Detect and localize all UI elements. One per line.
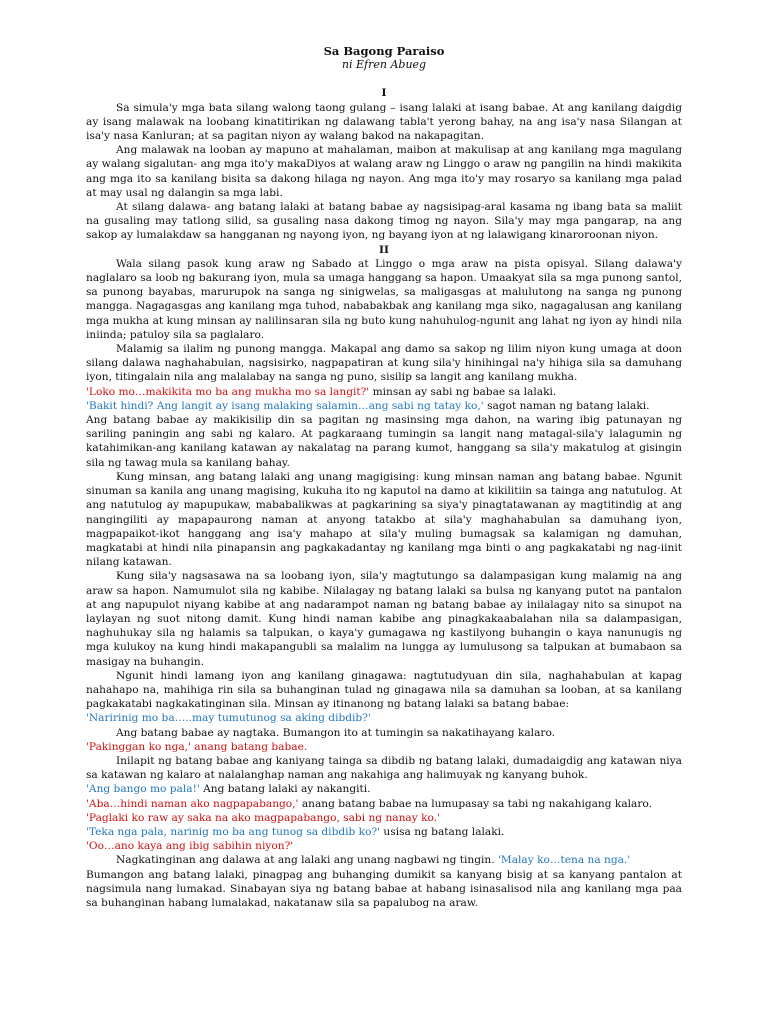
paragraph — [86, 342, 682, 385]
paragraph — [86, 101, 682, 144]
narration-text: Ang batang lalaki ay nakangiti. — [199, 783, 371, 796]
dialogue-text: 'Oo…ano kaya ang ibig sabihin niyon?' — [86, 840, 294, 853]
paragraph — [86, 811, 682, 825]
paragraph — [86, 470, 682, 569]
dialogue-text: 'Loko mo…makikita mo ba ang mukha mo sa langit?' — [86, 385, 370, 398]
paragraph — [86, 385, 682, 399]
paragraph — [86, 200, 682, 243]
paragraph — [86, 726, 682, 740]
paragraph — [86, 669, 682, 712]
narration-text: At silang dalawa- ang batang lalaki at batang babae ay nagsisipag-aral kasama ng ibang bata sa maliit na gusaling may tatlong silid, sa gusaling nasa dakong timog ng nayon. Sila'y may mga pangarap, na ang sakop ay lumalakdaw sa hangganan ng nayong iyon, ng bayang iyon at ng lalawigang kinaroroonan niyon. — [86, 201, 682, 242]
narration-text: Ngunit hindi lamang iyon ang kanilang ginagawa: nagtutudyuan din sila, naghahabulan at kapag nahahapo na, mahihiga rin sila sa buhanginan tulad ng ginagawa nila sa damuhan sa looban, at sa kanilang pagkakatabi nagkakatinginan sila. Minsan ay itinanong ng batang lalaki sa batang babae: — [86, 669, 682, 711]
dialogue-text: 'Bakit hindi? Ang langit ay isang malaking salamin…ang sabi ng tatay ko,' — [86, 399, 484, 412]
dialogue-text: 'Ang bango mo pala!' — [86, 783, 200, 796]
narration-text: Bumangon ang batang lalaki, pinagpag ang buhanging dumikit sa kanyang bisig at sa kanyang pantalon at nagsimula nang lumakad. Sinabayan siya ng batang babae at habang isinasalisod nila ang kanilang mga paa sa buhanginan habang lumalakad, nakatanaw sila sa papalubog na araw. — [86, 868, 682, 909]
narration-text: usisa ng batang lalaki. — [380, 825, 505, 838]
paragraph — [86, 399, 682, 413]
paragraph — [86, 839, 682, 853]
story-title: Sa Bagong Paraiso — [323, 44, 445, 58]
narration-text: Ang batang babae ay makikisilip din sa pagitan ng masinsing mga dahon, na waring ibig patunayan ng sariling paningin ang sabi ng kalaro. At pagkaraang tumingin sa langit nang matagal-sila'y lalagumin ng katahimikan-ang kanilang katawan ay nakalatag na parang kumot, hanggang sa sila'y makatulog at gisingin sila ng tawag mula sa kanilang bahay. — [86, 414, 682, 469]
paragraph — [86, 413, 682, 470]
paragraph — [86, 797, 682, 811]
document-page — [86, 40, 682, 910]
section-heading: II — [379, 243, 389, 256]
narration-text: Malamig sa ilalim ng punong mangga. Makapal ang damo sa sakop ng lilim niyon kung umaga at doon silang dalawa naghahabulan, nagsisirko, nagpapatiran at kung sila'y hinihingal na'y hihiga sila sa damuhang iyon, titingalain nila ang malalabay na sanga ng puno, sisilip sa langit ang kanilang mukha. — [86, 343, 682, 384]
paragraph — [86, 143, 682, 200]
paragraph — [86, 754, 682, 782]
dialogue-text: 'Aba…hindi naman ako nagpapabango,' — [86, 797, 299, 810]
narration-text: minsan ay sabi ng babae sa lalaki. — [369, 385, 557, 398]
narration-text: Kung minsan, ang batang lalaki ang unang magigising: kung minsan naman ang batang babae. Ngunit sinuman sa kanila ang unang magising, kukuha ito ng kaputol na damo at kikilitiin sa tainga ang natutulog. At ang natutulog ay mapupukaw, mababalikwas at pagkarining sa siya'y pinagtatawanan ay magtitindig at ang nangingiliti ay mapapaurong naman at anyong tatakbo at sila'y maghahabulan sa damuhang iyon, magpapaikot-ikot hanggang ang isa'y mahapo at sila'y muling bumagsak sa kalamigan ng damuhan, magkatabi at hindi nila pinapansin ang pagkakadantay ng kanilang mga binti o ang pagkakatabi ng nag-iinit nilang katawan. — [86, 470, 682, 569]
narration-text: Kung sila'y nagsasawa na sa loobang iyon, sila'y magtutungo sa dalampasigan kung malamig na ang araw sa hapon. Namumulot sila ng kabibe. Nilalagay ng batang lalaki sa bulsa ng kanyang putot na pantalon at ang napupulot niyang kabibe at ang nadarampot naman ng batang babae ay inilalagay nito sa sinupot na laylayan ng suot nitong damit. Kung hindi naman kabibe ang pinagkakaabalahan nila sa dalampasigan, naghuhukay sila ng halamis sa talpukan, o kaya'y gumagawa ng kastilyong buhangin o kaya nanunugis ng mga kulukoy na kung hindi makapangubli sa malalim na lungga ay lumulusong sa talpukan at bumabaon sa masigay na buhangin. — [86, 570, 682, 668]
paragraph — [86, 257, 682, 342]
paragraph — [86, 782, 682, 796]
paragraph — [86, 825, 682, 839]
narration-text: Inilapit ng batang babae ang kaniyang tainga sa dibdib ng batang lalaki, dumadaigdig ang katawan niya sa katawan ng kalaro at nalalanghap naman ang nakahiga ang halimuyak ng kanyang buhok. — [86, 754, 682, 782]
dialogue-text: 'Pakinggan ko nga,' anang batang babae. — [86, 740, 308, 753]
paragraph — [86, 868, 682, 911]
story-author: ni Efren Abueg — [341, 58, 427, 72]
story-body — [86, 86, 682, 910]
section-heading: I — [381, 87, 387, 100]
paragraph — [86, 853, 682, 867]
dialogue-text: 'Malay ko…tena na nga.' — [497, 854, 631, 867]
dialogue-text: 'Teka nga pala, narinig mo ba ang tunog sa dibdib ko?' — [86, 825, 381, 838]
paragraph — [86, 740, 682, 754]
dialogue-text: 'Naririnig mo ba…..may tumutunog sa aking dibdib?' — [86, 712, 371, 725]
paragraph — [86, 569, 682, 668]
narration-text: Ang malawak na looban ay mapuno at mahalaman, maibon at makulisap at ang kanilang mga magulang ay walang sigalutan- ang mga ito'y makaDiyos at walang araw ng Linggo o araw ng pangilin na hindi makikita ang mga ito sa kanilang bisita sa dakong hilaga ng nayon. Ang mga ito'y may rosaryo sa kanilang mga palad at may usal ng dalangin sa mga labi. — [86, 144, 682, 199]
narration-text: sagot naman ng batang lalaki. — [483, 399, 650, 412]
narration-text: Wala silang pasok kung araw ng Sabado at Linggo o mga araw na pista opisyal. Silang dalawa'y naglalaro sa loob ng bakurang iyon, mula sa umaga hanggang sa hapon. Umaakyat sila sa mga punong santol, sa punong bayabas, marurupok na sanga ng sinigwelas, sa maligasgas at malulutong na sanga ng punong mangga. Nagagasgas ang kanilang mga tuhod, nababakbak ang kanilang mga siko, nagagalusan ang kanilang mga mukha at kung minsan ay nalilinsaran sila ng buto kung nahuhulog-ngunit ang lahat ng iyon ay hindi nila iniinda; patuloy sila sa paglalaro. — [86, 257, 682, 341]
paragraph — [86, 711, 682, 725]
dialogue-text: 'Paglaki ko raw ay saka na ako magpapabango, sabi ng nanay ko.' — [86, 811, 440, 824]
narration-text: anang batang babae na lumupasay sa tabi ng nakahigang kalaro. — [298, 797, 652, 810]
narration-text: Nagkatinginan ang dalawa at ang lalaki ang unang nagbawi ng tingin. — [116, 854, 498, 867]
narration-text: Ang batang babae ay nagtaka. Bumangon ito at tumingin sa nakatihayang kalaro. — [116, 726, 556, 739]
narration-text: Sa simula'y mga bata silang walong taong gulang – isang lalaki at isang babae. At ang kanilang daigdig ay isang malawak na loobang kinatitirikan ng dalawang tabla't yerong bahay, na ang isa'y nasa Silangan at isa'y nasa Kanluran; at sa pagitan niyon ay walang bakod na nakapagitan. — [86, 101, 682, 143]
